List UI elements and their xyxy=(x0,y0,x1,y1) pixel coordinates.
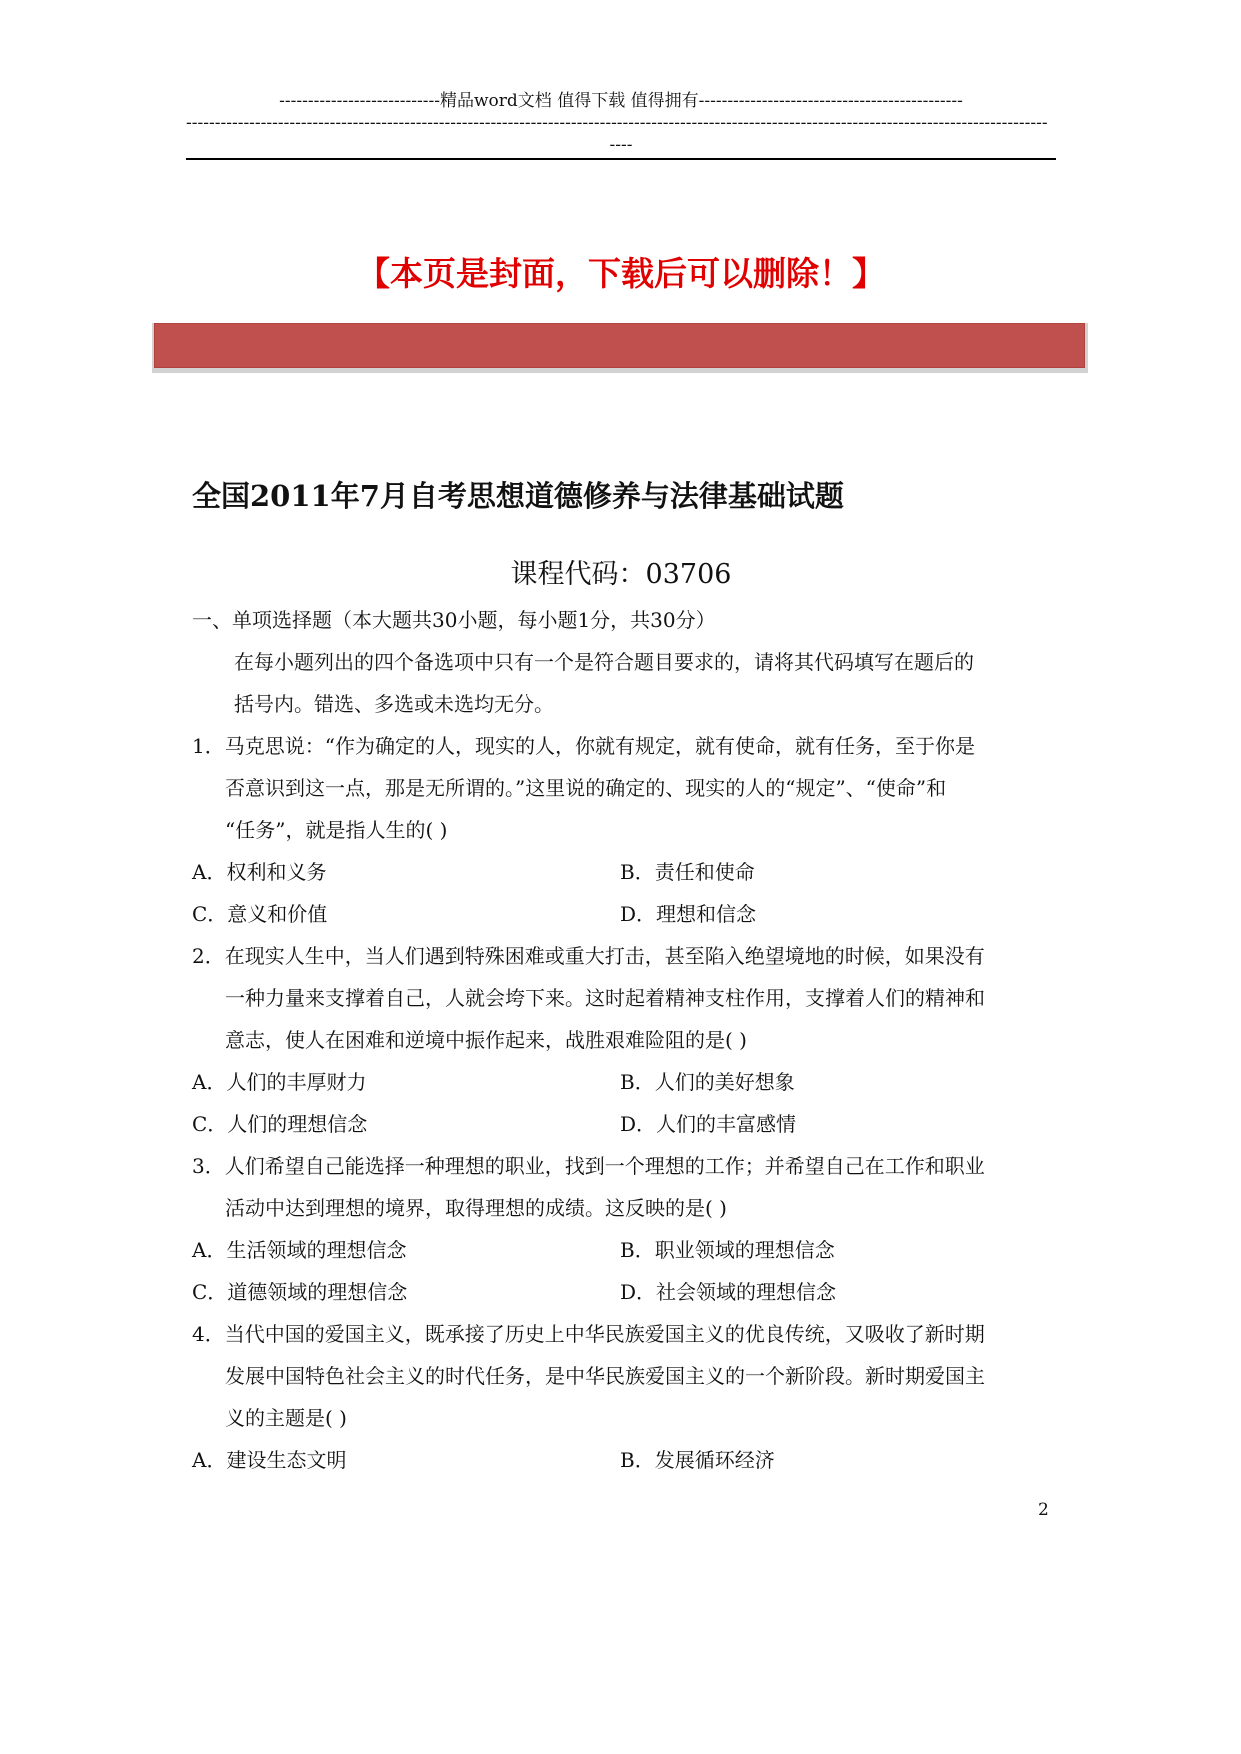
option-b: B．发展循环经济 xyxy=(620,1448,775,1472)
question-line: 意志，使人在困难和逆境中振作起来，战胜艰难险阻的是( ) xyxy=(225,1028,747,1052)
instruction-line-2: 括号内。错选、多选或未选均无分。 xyxy=(234,692,554,716)
option-b: B．职业领域的理想信念 xyxy=(620,1238,835,1262)
course-code: 课程代码：03706 xyxy=(510,559,732,590)
instruction-line-1: 在每小题列出的四个备选项中只有一个是符合题目要求的，请将其代码填写在题后的 xyxy=(234,650,974,674)
header-rule xyxy=(186,158,1056,160)
option-a: A．人们的丰厚财力 xyxy=(192,1070,367,1094)
question-line: 发展中国特色社会主义的时代任务，是中华民族爱国主义的一个新阶段。新时期爱国主 xyxy=(225,1364,985,1388)
question-line: 一种力量来支撑着自己，人就会垮下来。这时起着精神支柱作用，支撑着人们的精神和 xyxy=(225,986,985,1010)
question-line: 活动中达到理想的境界，取得理想的成绩。这反映的是( ) xyxy=(225,1196,727,1220)
cover-banner: 【本页是封面，下载后可以删除！】 xyxy=(357,254,885,293)
option-d: D．理想和信念 xyxy=(620,902,757,926)
option-b: B．人们的美好想象 xyxy=(620,1070,795,1094)
option-b: B．责任和使命 xyxy=(620,860,755,884)
header-line-2: ------------------------------------------------------------------------------------------------------------------------------------------------------ xyxy=(186,113,1048,133)
page-number: 2 xyxy=(1038,1500,1049,1520)
question-line: 4．当代中国的爱国主义，既承接了历史上中华民族爱国主义的优良传统，又吸收了新时期 xyxy=(192,1322,985,1346)
question-line: “任务”，就是指人生的( ) xyxy=(225,818,448,842)
red-bar xyxy=(154,323,1085,368)
option-a: A．建设生态文明 xyxy=(192,1448,347,1472)
option-a: A．生活领域的理想信念 xyxy=(192,1238,407,1262)
question-line: 3．人们希望自己能选择一种理想的职业，找到一个理想的工作；并希望自己在工作和职业 xyxy=(192,1154,985,1178)
option-c: C．人们的理想信念 xyxy=(192,1112,368,1136)
exam-title: 全国2011年7月自考思想道德修养与法律基础试题 xyxy=(192,479,844,513)
section-heading: 一、单项选择题（本大题共30小题，每小题1分，共30分） xyxy=(192,608,716,632)
option-c: C．意义和价值 xyxy=(192,902,328,926)
question-line: 义的主题是( ) xyxy=(225,1406,347,1430)
question-line: 2．在现实人生中，当人们遇到特殊困难或重大打击，甚至陷入绝望境地的时候，如果没有 xyxy=(192,944,985,968)
option-d: D．社会领域的理想信念 xyxy=(620,1280,837,1304)
header-line-1: ----------------------------精品word文档 值得下载 值得拥有---------------------------------------------- xyxy=(279,91,963,111)
question-line: 否意识到这一点，那是无所谓的。”这里说的确定的、现实的人的“规定”、“使命”和 xyxy=(225,776,947,800)
option-a: A．权利和义务 xyxy=(192,860,327,884)
option-d: D．人们的丰富感情 xyxy=(620,1112,797,1136)
option-c: C．道德领域的理想信念 xyxy=(192,1280,408,1304)
header-line-3: ---- xyxy=(609,135,633,155)
question-line: 1．马克思说：“作为确定的人，现实的人，你就有规定，就有使命，就有任务，至于你是 xyxy=(192,734,975,758)
